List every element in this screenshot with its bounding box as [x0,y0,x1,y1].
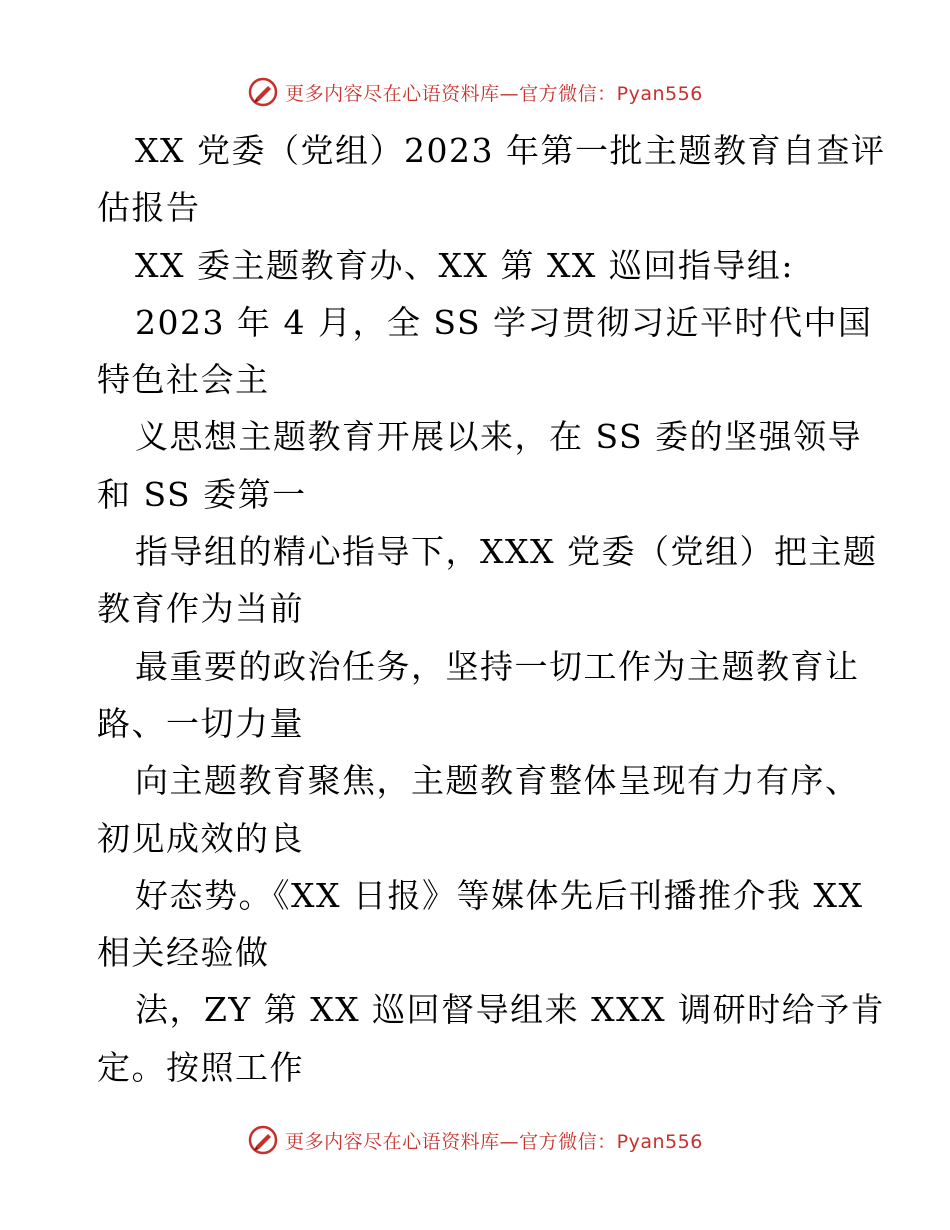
watermark-id: Pyan556 [616,82,703,105]
document-line: 法，ZY 第 XX 巡回督导组来 XXX 调研时给予肯 [135,990,886,1030]
document-line: 定。按照工作 [97,1047,304,1087]
watermark-text: 更多内容尽在心语资料库—官方微信： [285,82,617,105]
footer-watermark [0,1120,950,1160]
document-line: 特色社会主 [97,360,270,400]
document-line: 义思想主题教育开展以来，在 SS 委的坚强领导 [135,417,863,457]
document-line: 路、一切力量 [97,703,304,743]
document-line: 2023 年 4 月，全 SS 学习贯彻习近平时代中国 [135,302,873,342]
document-line: 初见成效的良 [97,818,304,858]
red-pen-logo-icon [247,76,279,108]
document-line: 最重要的政治任务，坚持一切工作为主题教育让 [135,646,860,686]
document-line: 相关经验做 [97,933,270,973]
document-line: XX 党委（党组）2023 年第一批主题教育自查评 [135,131,886,170]
watermark-id: Pyan556 [616,1130,703,1153]
document-body [97,122,886,1096]
document-line: 和 SS 委第一 [97,474,307,514]
header-watermark [0,72,950,112]
document-line: 教育作为当前 [97,589,304,629]
watermark-text: 更多内容尽在心语资料库—官方微信： [285,1130,617,1153]
document-line: 指导组的精心指导下，XXX 党委（党组）把主题 [135,532,878,572]
document-line: 好态势。《XX 日报》等媒体先后刊播推介我 XX [135,875,864,915]
document-line: 向主题教育聚焦，主题教育整体呈现有力有序、 [135,761,860,801]
red-pen-logo-icon [247,1124,279,1156]
document-line: 估报告 [97,188,201,228]
document-line: XX 委主题教育办、XX 第 XX 巡回指导组: [135,245,795,285]
